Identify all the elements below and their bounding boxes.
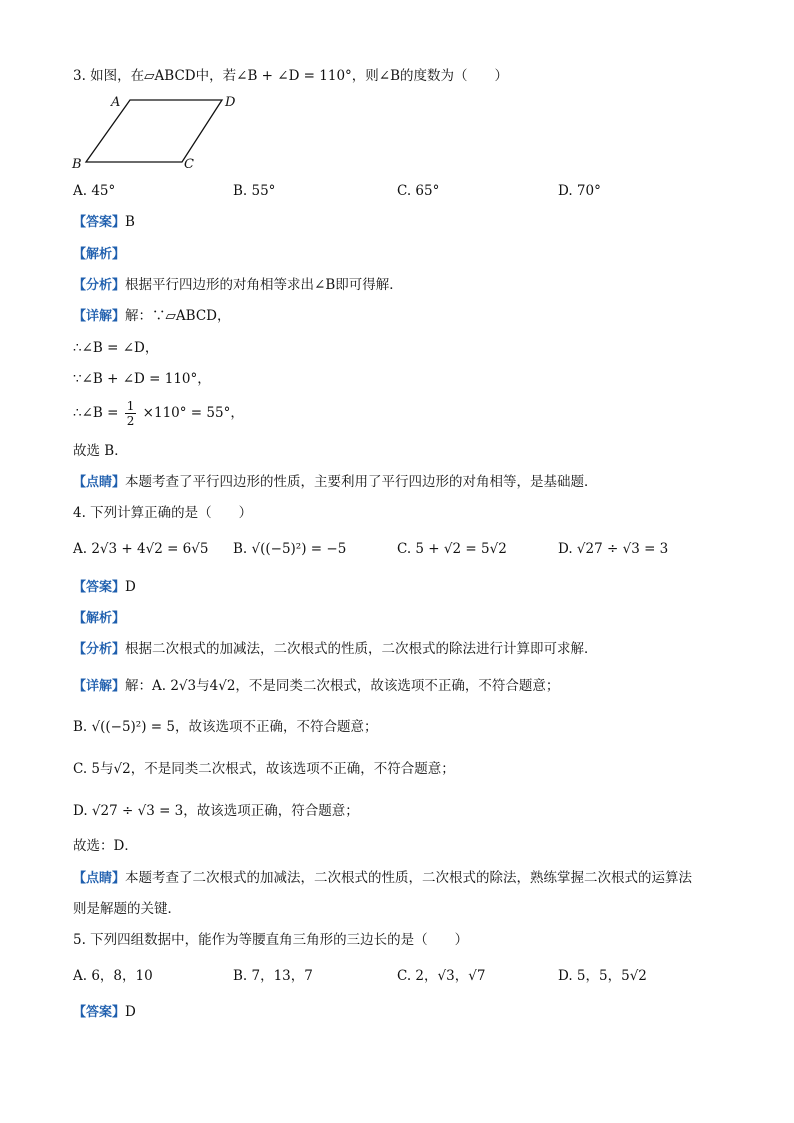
q4-analysis-line: 【解析】 [73,611,126,626]
q4-xiangjie-d: D. √27 ÷ √3 = 3，故该选项正确，符合题意； [73,803,359,819]
q4-dianjing-line: 【点睛】本题考查了二次根式的加减法，二次根式的性质，二次根式的除法，熟练掌握二次根式的运算法 [73,870,693,886]
label-A: A [111,95,121,110]
q3-dianjing: 本题考查了平行四边形的性质，主要利用了平行四边形的对角相等，是基础题． [125,474,598,490]
q3-xiangjie-line [73,306,230,327]
q4-answer: D [125,579,136,595]
q4-xiangjie-b: B. √((−5)²) = 5，故该选项不正确，不符合题意； [73,719,378,735]
q3-analysis-line [73,244,125,265]
q3-option-d: D. 70° [558,183,601,199]
label-C: C [184,157,194,172]
label-D: D [225,95,236,110]
q4-fenxi: 根据二次根式的加减法，二次根式的性质，二次根式的除法进行计算即可求解． [125,641,598,657]
q3-stem: 3. 如图，在▱ABCD中，若∠B + ∠D = 110°，则∠B的度数为（ ） [73,68,509,84]
q5-option-d: D. 5，5，5√2 [558,968,647,984]
q5-answer: D [125,1004,136,1020]
analysis-tag: 【解析】 [73,247,126,262]
q5-option-c: C. 2，√3，√7 [397,968,486,984]
q4-dianjing-1: 本题考查了二次根式的加减法，二次根式的性质，二次根式的除法，熟练掌握二次根式的运算法 [125,870,693,886]
q3-xiangjie-2: ∴∠B = ∠D， [73,340,159,356]
q3-fenxi-line [73,275,403,296]
q3-xiangjie-4: ∴∠B = $\frac{1}{2}$ ×110° = 55°， [73,399,244,428]
q4-answer-line: 【答案】D [73,579,136,595]
q4-stem: 4. 下列计算正确的是（ ） [73,505,253,521]
q5-option-b: B. 7，13，7 [233,968,313,984]
q5-option-a: A. 6，8，10 [73,968,153,984]
q4-choose: 故选：D． [73,838,138,854]
q4-option-d: D. √27 ÷ √3 = 3 [558,541,669,557]
q3-xiangjie-1: 解：∵▱ABCD， [125,308,231,324]
q4-option-a: A. 2√3 + 4√2 = 6√5 [73,541,209,557]
fraction-half: $\frac{1}{2}$ [126,399,135,428]
q4-xiangjie-c: C. 5与√2，不是同类二次根式，故该选项不正确，不符合题意； [73,761,455,777]
q3-xiangjie-3: ∵∠B + ∠D = 110°， [73,371,211,387]
parallelogram-figure [70,92,260,172]
q3-answer-line [73,212,135,233]
q4-fenxi-line: 【分析】根据二次根式的加减法，二次根式的性质，二次根式的除法进行计算即可求解． [73,641,598,657]
q3-option-a: A. 45° [73,183,116,199]
q4-option-b: B. √((−5)²) = −5 [233,541,347,557]
label-B: B [72,157,82,172]
xiangjie-tag: 【详解】 [73,309,126,324]
q5-stem: 5. 下列四组数据中，能作为等腰直角三角形的三边长的是（ ） [73,932,469,948]
q3-option-b: B. 55° [233,183,276,199]
q3-choose: 故选 B． [73,443,128,459]
dianjing-tag: 【点睛】 [73,475,126,490]
q4-xiangjie-line: 【详解】解：A. 2√3与4√2，不是同类二次根式，故该选项不正确，不符合题意； [73,678,560,694]
q4-xiangjie-a: 解：A. 2√3与4√2，不是同类二次根式，故该选项不正确，不符合题意； [125,678,560,694]
q4-dianjing-2: 则是解题的关键． [73,901,181,917]
answer-tag: 【答案】 [73,215,126,230]
q3-answer: B [125,214,135,230]
q3-option-c: C. 65° [397,183,440,199]
parallelogram-shape [86,100,222,162]
q3-fenxi: 根据平行四边形的对角相等求出∠B即可得解． [125,277,403,293]
q5-answer-line: 【答案】D [73,1004,136,1020]
fenxi-tag: 【分析】 [73,278,126,293]
q4-option-c: C. 5 + √2 = 5√2 [397,541,507,557]
q3-dianjing-line [73,472,598,493]
